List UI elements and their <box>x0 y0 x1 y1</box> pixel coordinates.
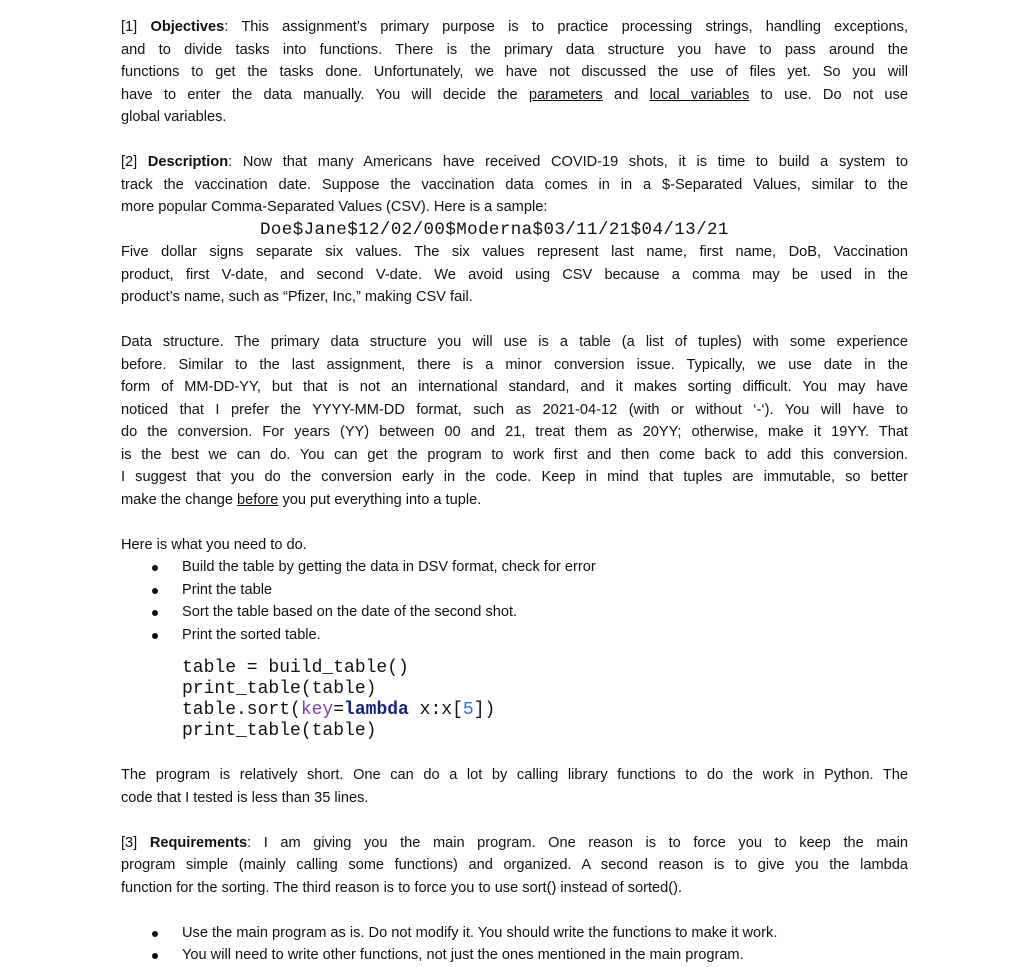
text-run: print_table(table) <box>182 721 377 741</box>
bold-heading: Objectives <box>150 19 225 35</box>
text-run: [1] <box>121 19 151 35</box>
text-line <box>121 489 908 512</box>
underlined-term: parameters <box>528 86 603 103</box>
text-run: global variables. <box>121 109 227 125</box>
text-run: function for the sorting. The third reason is to force you to use sort() instead of sorted(). <box>121 879 683 896</box>
text-run: The program is relatively short. One can do a lot by calling library functions to do the work in Python. The <box>121 767 908 783</box>
code-block <box>121 658 908 742</box>
bold-heading: Requirements <box>149 834 248 851</box>
text-run: have to enter the data manually. You will decide the <box>121 86 529 103</box>
list-item: Sort the table based on the date of the second shot. <box>121 601 908 624</box>
text-run: table = build_table() <box>182 658 409 678</box>
list-item: Use the main program as is. Do not modify it. You should write the functions to make it work. <box>121 922 908 945</box>
text-line <box>121 421 908 444</box>
text-line <box>121 376 908 399</box>
list-item: Print the table <box>121 579 908 602</box>
text-run: and to divide tasks into functions. There is the primary data structure you have to pass around the <box>121 41 908 58</box>
paragraph <box>121 16 908 129</box>
text-run: you put everything into a tuple. <box>278 491 482 508</box>
text-run: code that I tested is less than 35 lines. <box>121 789 369 806</box>
code-line <box>182 700 908 721</box>
text-line <box>121 84 908 107</box>
text-run: ]) <box>473 700 496 720</box>
text-run: table.sort( <box>182 700 301 720</box>
text-line <box>121 39 908 62</box>
text-run: product, first V-date, and second V-date. We avoid using CSV because a comma may be used in the <box>121 266 908 283</box>
text-run: : This assignment’s primary purpose is to practice processing strings, handling exceptions, <box>224 19 908 35</box>
text-run: more popular Comma-Separated Values (CSV). Here is a sample: <box>121 199 548 215</box>
text-run: lambda <box>344 700 409 720</box>
text-run: key <box>300 700 334 720</box>
text-line <box>121 151 908 174</box>
text-run: print_table(table) <box>182 679 377 699</box>
text-run: before. Similar to the last assignment, there is a minor conversion issue. Typically, we use date in the <box>121 356 908 373</box>
text-run: I suggest that you do the conversion early in the code. Keep in mind that tuples are immutable, so better <box>121 469 908 485</box>
code-line <box>182 721 908 742</box>
code-line <box>182 658 908 679</box>
text-line <box>121 174 908 197</box>
text-line <box>121 219 908 242</box>
paragraph <box>121 764 908 809</box>
text-run: do the conversion. For years (YY) between 00 and 21, treat them as 20YY; otherwise, make it 19YY. That <box>121 424 908 440</box>
text-run: : Now that many Americans have received COVID-19 shots, it is time to build a system to <box>228 154 908 170</box>
text-line <box>121 764 908 787</box>
text-run: and <box>602 86 650 103</box>
text-run: functions to get the tasks done. Unfortunately, we have not discussed the use of files yet. So you will <box>121 64 908 80</box>
bold-heading: Description <box>147 154 229 170</box>
text-run: [3] <box>121 834 150 851</box>
text-line <box>121 61 908 84</box>
text-run: is the best we can do. You can get the program to work first and then come back to add this conversion. <box>121 446 908 463</box>
document-page <box>121 16 908 967</box>
bullet-list <box>121 534 908 647</box>
text-run: track the vaccination date. Suppose the vaccination data comes in in a $-Separated Values, similar to the <box>121 176 908 193</box>
list-intro: Here is what you need to do. <box>121 536 307 553</box>
text-run: make the change <box>121 491 238 508</box>
underlined-term: local variables <box>649 86 750 103</box>
text-run: form of MM-DD-YY, but that is not an international standard, and it makes sorting difficult. You may have <box>121 379 908 395</box>
text-run: Data structure. The primary data structure you will use is a table (a list of tuples) with some experience <box>121 334 908 350</box>
text-run: program simple (mainly calling some functions) and organized. A second reason is to give you the lambda <box>121 857 908 873</box>
list-item: Print the sorted table. <box>121 624 908 647</box>
text-line <box>121 331 908 354</box>
text-line <box>121 877 908 900</box>
bullet-list <box>121 922 908 967</box>
text-run: Five dollar signs separate six values. The six values represent last name, first name, DoB, Vaccination <box>121 244 908 260</box>
text-run: : I am giving you the main program. One reason is to force you to keep the main <box>247 834 908 851</box>
text-run: [2] <box>121 154 148 170</box>
underlined-term: before <box>237 491 279 508</box>
paragraph <box>121 832 908 900</box>
text-run: = <box>333 700 345 720</box>
text-run: x:x[ <box>408 700 463 720</box>
text-run: noticed that I prefer the YYYY-MM-DD format, such as 2021-04-12 (with or without ‘-‘). You will have to <box>121 401 908 418</box>
text-line <box>121 399 908 422</box>
text-run: 5 <box>462 700 474 720</box>
list-item: You will need to write other functions, not just the ones mentioned in the main program. <box>121 944 908 967</box>
text-line <box>121 286 908 309</box>
text-line <box>121 16 908 39</box>
text-line <box>121 444 908 467</box>
text-line <box>121 241 908 264</box>
text-run: product’s name, such as “Pfizer, Inc,” making CSV fail. <box>121 289 473 305</box>
text-line <box>121 854 908 877</box>
text-line <box>121 466 908 489</box>
list-item: Build the table by getting the data in DSV format, check for error <box>121 556 908 579</box>
sample-dsv-record: Doe$Jane$12/02/00$Moderna$03/11/21$04/13/21 <box>260 219 729 240</box>
text-line <box>121 787 908 810</box>
code-line <box>182 679 908 700</box>
text-line <box>121 196 908 219</box>
paragraph <box>121 331 908 511</box>
text-line <box>121 832 908 855</box>
paragraph <box>121 151 908 309</box>
text-run: to use. Do not use <box>749 86 908 103</box>
text-line <box>121 106 908 129</box>
text-line <box>121 264 908 287</box>
text-line <box>121 354 908 377</box>
